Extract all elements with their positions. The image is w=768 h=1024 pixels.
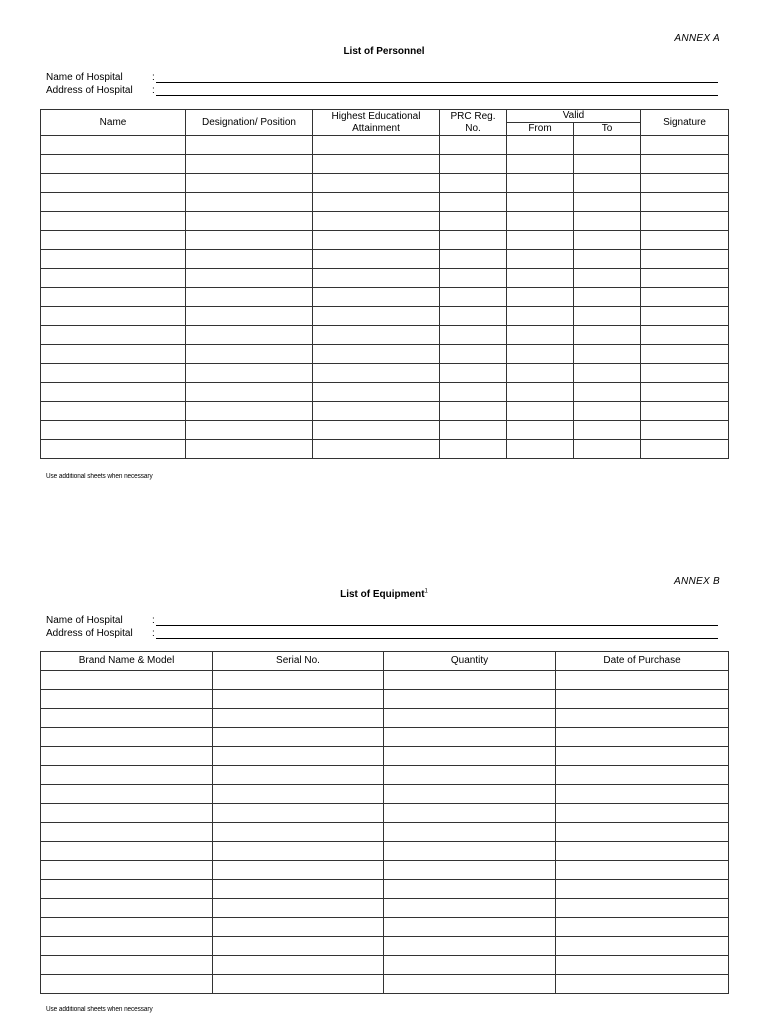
blank-cell[interactable] — [41, 785, 213, 804]
blank-cell[interactable] — [213, 918, 384, 937]
blank-cell[interactable] — [574, 383, 641, 402]
table-row — [41, 842, 729, 861]
blank-cell[interactable] — [440, 212, 507, 231]
blank-cell[interactable] — [556, 937, 729, 956]
blank-cell[interactable] — [41, 155, 186, 174]
blank-cell[interactable] — [213, 823, 384, 842]
blank-cell[interactable] — [41, 212, 186, 231]
blank-cell[interactable] — [41, 288, 186, 307]
equipment-table-body — [41, 671, 729, 994]
blank-cell[interactable] — [186, 421, 313, 440]
table-row — [41, 956, 729, 975]
blank-cell[interactable] — [186, 345, 313, 364]
blank-cell[interactable] — [556, 842, 729, 861]
blank-cell[interactable] — [384, 880, 556, 899]
blank-cell[interactable] — [641, 345, 729, 364]
annex-b-label: ANNEX B — [673, 576, 720, 587]
blank-cell[interactable] — [313, 326, 440, 345]
blank-cell[interactable] — [440, 383, 507, 402]
blank-cell[interactable] — [313, 174, 440, 193]
table-row — [41, 709, 729, 728]
table-row — [41, 440, 729, 459]
blank-cell[interactable] — [41, 975, 213, 994]
blank-cell[interactable] — [574, 345, 641, 364]
blank-cell[interactable] — [41, 918, 213, 937]
blank-cell[interactable] — [556, 709, 729, 728]
blank-cell[interactable] — [41, 326, 186, 345]
blank-cell[interactable] — [41, 269, 186, 288]
blank-cell[interactable] — [41, 174, 186, 193]
table-row — [41, 975, 729, 994]
table-row — [41, 231, 729, 250]
table-row — [41, 193, 729, 212]
blank-cell[interactable] — [440, 440, 507, 459]
table-row — [41, 823, 729, 842]
blank-cell[interactable] — [41, 383, 186, 402]
header-designation: Designation/ Position — [186, 110, 313, 136]
blank-cell[interactable] — [641, 155, 729, 174]
blank-cell[interactable] — [313, 345, 440, 364]
blank-cell[interactable] — [641, 440, 729, 459]
blank-cell[interactable] — [440, 155, 507, 174]
hospital-address-field-a — [46, 84, 718, 97]
blank-cell[interactable] — [213, 937, 384, 956]
blank-cell[interactable] — [507, 307, 574, 326]
blank-cell[interactable] — [556, 690, 729, 709]
blank-cell[interactable] — [41, 899, 213, 918]
blank-cell[interactable] — [186, 307, 313, 326]
blank-cell[interactable] — [556, 747, 729, 766]
blank-cell[interactable] — [384, 842, 556, 861]
blank-cell[interactable] — [213, 956, 384, 975]
table-row — [41, 937, 729, 956]
blank-cell[interactable] — [384, 766, 556, 785]
blank-cell[interactable] — [213, 975, 384, 994]
blank-cell[interactable] — [384, 785, 556, 804]
table-row — [41, 880, 729, 899]
blank-cell[interactable] — [186, 288, 313, 307]
blank-cell[interactable] — [641, 326, 729, 345]
table-row — [41, 747, 729, 766]
blank-cell[interactable] — [384, 918, 556, 937]
blank-cell[interactable] — [313, 364, 440, 383]
blank-cell[interactable] — [186, 174, 313, 193]
blank-cell[interactable] — [41, 709, 213, 728]
blank-cell[interactable] — [213, 861, 384, 880]
table-row — [41, 383, 729, 402]
blank-cell[interactable] — [41, 747, 213, 766]
blank-cell[interactable] — [641, 231, 729, 250]
blank-cell[interactable] — [384, 804, 556, 823]
blank-cell[interactable] — [41, 804, 213, 823]
blank-cell[interactable] — [313, 288, 440, 307]
blank-cell[interactable] — [186, 364, 313, 383]
blank-cell[interactable] — [641, 307, 729, 326]
blank-cell[interactable] — [186, 193, 313, 212]
blank-cell[interactable] — [41, 193, 186, 212]
header-date-of-purchase: Date of Purchase — [556, 652, 729, 671]
blank-cell[interactable] — [213, 899, 384, 918]
blank-cell[interactable] — [507, 364, 574, 383]
blank-cell[interactable] — [556, 804, 729, 823]
equipment-list-title-text: List of Equipment — [340, 589, 425, 600]
blank-cell[interactable] — [507, 383, 574, 402]
header-education-line2: Attainment — [352, 122, 400, 134]
blank-cell[interactable] — [641, 193, 729, 212]
header-signature: Signature — [641, 110, 729, 136]
header-name: Name — [41, 110, 186, 136]
hospital-address-line[interactable] — [156, 627, 718, 639]
colon: : — [152, 628, 155, 639]
blank-cell[interactable] — [574, 174, 641, 193]
blank-cell[interactable] — [41, 842, 213, 861]
table-row — [41, 136, 729, 155]
blank-cell[interactable] — [41, 823, 213, 842]
header-quantity: Quantity — [384, 652, 556, 671]
header-education-line1: Highest Educational — [331, 110, 421, 122]
blank-cell[interactable] — [641, 212, 729, 231]
table-row — [41, 326, 729, 345]
blank-cell[interactable] — [507, 288, 574, 307]
hospital-name-line[interactable] — [156, 614, 718, 626]
blank-cell[interactable] — [556, 823, 729, 842]
blank-cell[interactable] — [574, 326, 641, 345]
colon: : — [152, 72, 155, 83]
blank-cell[interactable] — [641, 383, 729, 402]
blank-cell[interactable] — [384, 861, 556, 880]
header-valid-to: To — [574, 123, 641, 136]
blank-cell[interactable] — [641, 250, 729, 269]
blank-cell[interactable] — [41, 136, 186, 155]
blank-cell[interactable] — [574, 307, 641, 326]
blank-cell[interactable] — [213, 880, 384, 899]
blank-cell[interactable] — [440, 307, 507, 326]
blank-cell[interactable] — [574, 364, 641, 383]
blank-cell[interactable] — [556, 728, 729, 747]
blank-cell[interactable] — [440, 364, 507, 383]
blank-cell[interactable] — [186, 326, 313, 345]
table-row — [41, 307, 729, 326]
blank-cell[interactable] — [574, 440, 641, 459]
blank-cell[interactable] — [574, 250, 641, 269]
blank-cell[interactable] — [574, 212, 641, 231]
table-row — [41, 250, 729, 269]
blank-cell[interactable] — [41, 421, 186, 440]
hospital-name-line[interactable] — [156, 71, 718, 83]
blank-cell[interactable] — [186, 402, 313, 421]
blank-cell[interactable] — [556, 766, 729, 785]
blank-cell[interactable] — [41, 364, 186, 383]
table-row — [41, 345, 729, 364]
blank-cell[interactable] — [384, 690, 556, 709]
blank-cell[interactable] — [213, 842, 384, 861]
blank-cell[interactable] — [186, 383, 313, 402]
blank-cell[interactable] — [384, 823, 556, 842]
blank-cell[interactable] — [313, 440, 440, 459]
equipment-list-title — [0, 589, 768, 600]
blank-cell[interactable] — [41, 690, 213, 709]
header-serial: Serial No. — [213, 652, 384, 671]
header-valid-from: From — [507, 123, 574, 136]
annex-a-label: ANNEX A — [674, 33, 720, 44]
blank-cell[interactable] — [574, 421, 641, 440]
blank-cell[interactable] — [41, 728, 213, 747]
blank-cell[interactable] — [440, 136, 507, 155]
blank-cell[interactable] — [213, 728, 384, 747]
blank-cell[interactable] — [186, 231, 313, 250]
blank-cell[interactable] — [384, 937, 556, 956]
blank-cell[interactable] — [41, 861, 213, 880]
blank-cell[interactable] — [440, 402, 507, 421]
blank-cell[interactable] — [186, 250, 313, 269]
hospital-name-label: Name of Hospital — [46, 615, 123, 626]
personnel-table-body — [41, 136, 729, 459]
blank-cell[interactable] — [556, 880, 729, 899]
blank-cell[interactable] — [641, 136, 729, 155]
table-row — [41, 671, 729, 690]
personnel-table — [40, 109, 729, 459]
blank-cell[interactable] — [507, 231, 574, 250]
blank-cell[interactable] — [384, 747, 556, 766]
blank-cell[interactable] — [41, 440, 186, 459]
hospital-address-label: Address of Hospital — [46, 628, 133, 639]
blank-cell[interactable] — [641, 174, 729, 193]
blank-cell[interactable] — [41, 937, 213, 956]
blank-cell[interactable] — [507, 326, 574, 345]
blank-cell[interactable] — [507, 212, 574, 231]
blank-cell[interactable] — [384, 956, 556, 975]
blank-cell[interactable] — [313, 212, 440, 231]
blank-cell[interactable] — [507, 193, 574, 212]
blank-cell[interactable] — [41, 880, 213, 899]
blank-cell[interactable] — [213, 709, 384, 728]
blank-cell[interactable] — [384, 975, 556, 994]
blank-cell[interactable] — [186, 269, 313, 288]
blank-cell[interactable] — [641, 402, 729, 421]
header-education — [313, 110, 440, 136]
blank-cell[interactable] — [313, 307, 440, 326]
blank-cell[interactable] — [507, 345, 574, 364]
blank-cell[interactable] — [213, 690, 384, 709]
hospital-address-field-b — [46, 627, 718, 640]
blank-cell[interactable] — [440, 288, 507, 307]
hospital-address-label: Address of Hospital — [46, 85, 133, 96]
title-footnote-marker: 1 — [424, 588, 428, 595]
blank-cell[interactable] — [440, 193, 507, 212]
table-row — [41, 728, 729, 747]
table-row — [41, 861, 729, 880]
blank-cell[interactable] — [186, 155, 313, 174]
hospital-name-field-b — [46, 614, 718, 627]
header-prc-line1: PRC Reg. — [450, 110, 496, 122]
additional-sheets-note-a: Use additional sheets when necessary — [46, 473, 153, 480]
blank-cell[interactable] — [213, 766, 384, 785]
table-row — [41, 899, 729, 918]
blank-cell[interactable] — [313, 136, 440, 155]
blank-cell[interactable] — [313, 421, 440, 440]
blank-cell[interactable] — [556, 918, 729, 937]
table-row — [41, 364, 729, 383]
table-row — [41, 212, 729, 231]
blank-cell[interactable] — [41, 307, 186, 326]
blank-cell[interactable] — [556, 861, 729, 880]
blank-cell[interactable] — [507, 155, 574, 174]
blank-cell[interactable] — [313, 383, 440, 402]
blank-cell[interactable] — [213, 671, 384, 690]
blank-cell[interactable] — [574, 136, 641, 155]
colon: : — [152, 85, 155, 96]
blank-cell[interactable] — [641, 364, 729, 383]
blank-cell[interactable] — [507, 136, 574, 155]
blank-cell[interactable] — [641, 288, 729, 307]
blank-cell[interactable] — [440, 345, 507, 364]
header-prc — [440, 110, 507, 136]
blank-cell[interactable] — [41, 250, 186, 269]
blank-cell[interactable] — [507, 421, 574, 440]
blank-cell[interactable] — [440, 326, 507, 345]
blank-cell[interactable] — [213, 785, 384, 804]
blank-cell[interactable] — [641, 421, 729, 440]
blank-cell[interactable] — [574, 288, 641, 307]
blank-cell[interactable] — [507, 402, 574, 421]
blank-cell[interactable] — [186, 440, 313, 459]
header-brand-model: Brand Name & Model — [41, 652, 213, 671]
header-prc-line2: No. — [465, 122, 481, 134]
table-row — [41, 804, 729, 823]
blank-cell[interactable] — [574, 402, 641, 421]
blank-cell[interactable] — [41, 231, 186, 250]
blank-cell[interactable] — [186, 212, 313, 231]
table-row — [41, 269, 729, 288]
blank-cell[interactable] — [313, 402, 440, 421]
blank-cell[interactable] — [41, 402, 186, 421]
hospital-address-line[interactable] — [156, 84, 718, 96]
blank-cell[interactable] — [574, 155, 641, 174]
header-valid: Valid — [507, 110, 641, 123]
blank-cell[interactable] — [574, 269, 641, 288]
blank-cell[interactable] — [556, 975, 729, 994]
blank-cell[interactable] — [440, 174, 507, 193]
blank-cell[interactable] — [384, 709, 556, 728]
blank-cell[interactable] — [574, 193, 641, 212]
blank-cell[interactable] — [440, 250, 507, 269]
blank-cell[interactable] — [186, 136, 313, 155]
blank-cell[interactable] — [556, 899, 729, 918]
blank-cell[interactable] — [556, 785, 729, 804]
blank-cell[interactable] — [440, 269, 507, 288]
blank-cell[interactable] — [440, 231, 507, 250]
blank-cell[interactable] — [313, 250, 440, 269]
table-row — [41, 288, 729, 307]
blank-cell[interactable] — [384, 671, 556, 690]
blank-cell[interactable] — [313, 193, 440, 212]
hospital-name-field-a — [46, 71, 718, 84]
blank-cell[interactable] — [313, 231, 440, 250]
table-row — [41, 690, 729, 709]
colon: : — [152, 615, 155, 626]
blank-cell[interactable] — [440, 421, 507, 440]
table-row — [41, 421, 729, 440]
blank-cell[interactable] — [641, 269, 729, 288]
table-row — [41, 918, 729, 937]
blank-cell[interactable] — [384, 728, 556, 747]
blank-cell[interactable] — [574, 231, 641, 250]
table-row — [41, 785, 729, 804]
blank-cell[interactable] — [41, 766, 213, 785]
table-row — [41, 155, 729, 174]
blank-cell[interactable] — [507, 269, 574, 288]
personnel-list-title: List of Personnel — [343, 46, 425, 57]
table-row — [41, 402, 729, 421]
table-row — [41, 174, 729, 193]
blank-cell[interactable] — [507, 250, 574, 269]
blank-cell[interactable] — [41, 671, 213, 690]
blank-cell[interactable] — [384, 899, 556, 918]
blank-cell[interactable] — [313, 155, 440, 174]
equipment-table — [40, 651, 729, 994]
blank-cell[interactable] — [213, 804, 384, 823]
blank-cell[interactable] — [556, 671, 729, 690]
blank-cell[interactable] — [213, 747, 384, 766]
blank-cell[interactable] — [507, 174, 574, 193]
blank-cell[interactable] — [507, 440, 574, 459]
hospital-name-label: Name of Hospital — [46, 72, 123, 83]
blank-cell[interactable] — [41, 345, 186, 364]
blank-cell[interactable] — [41, 956, 213, 975]
additional-sheets-note-b: Use additional sheets when necessary — [46, 1006, 153, 1013]
table-row — [41, 766, 729, 785]
blank-cell[interactable] — [313, 269, 440, 288]
blank-cell[interactable] — [556, 956, 729, 975]
